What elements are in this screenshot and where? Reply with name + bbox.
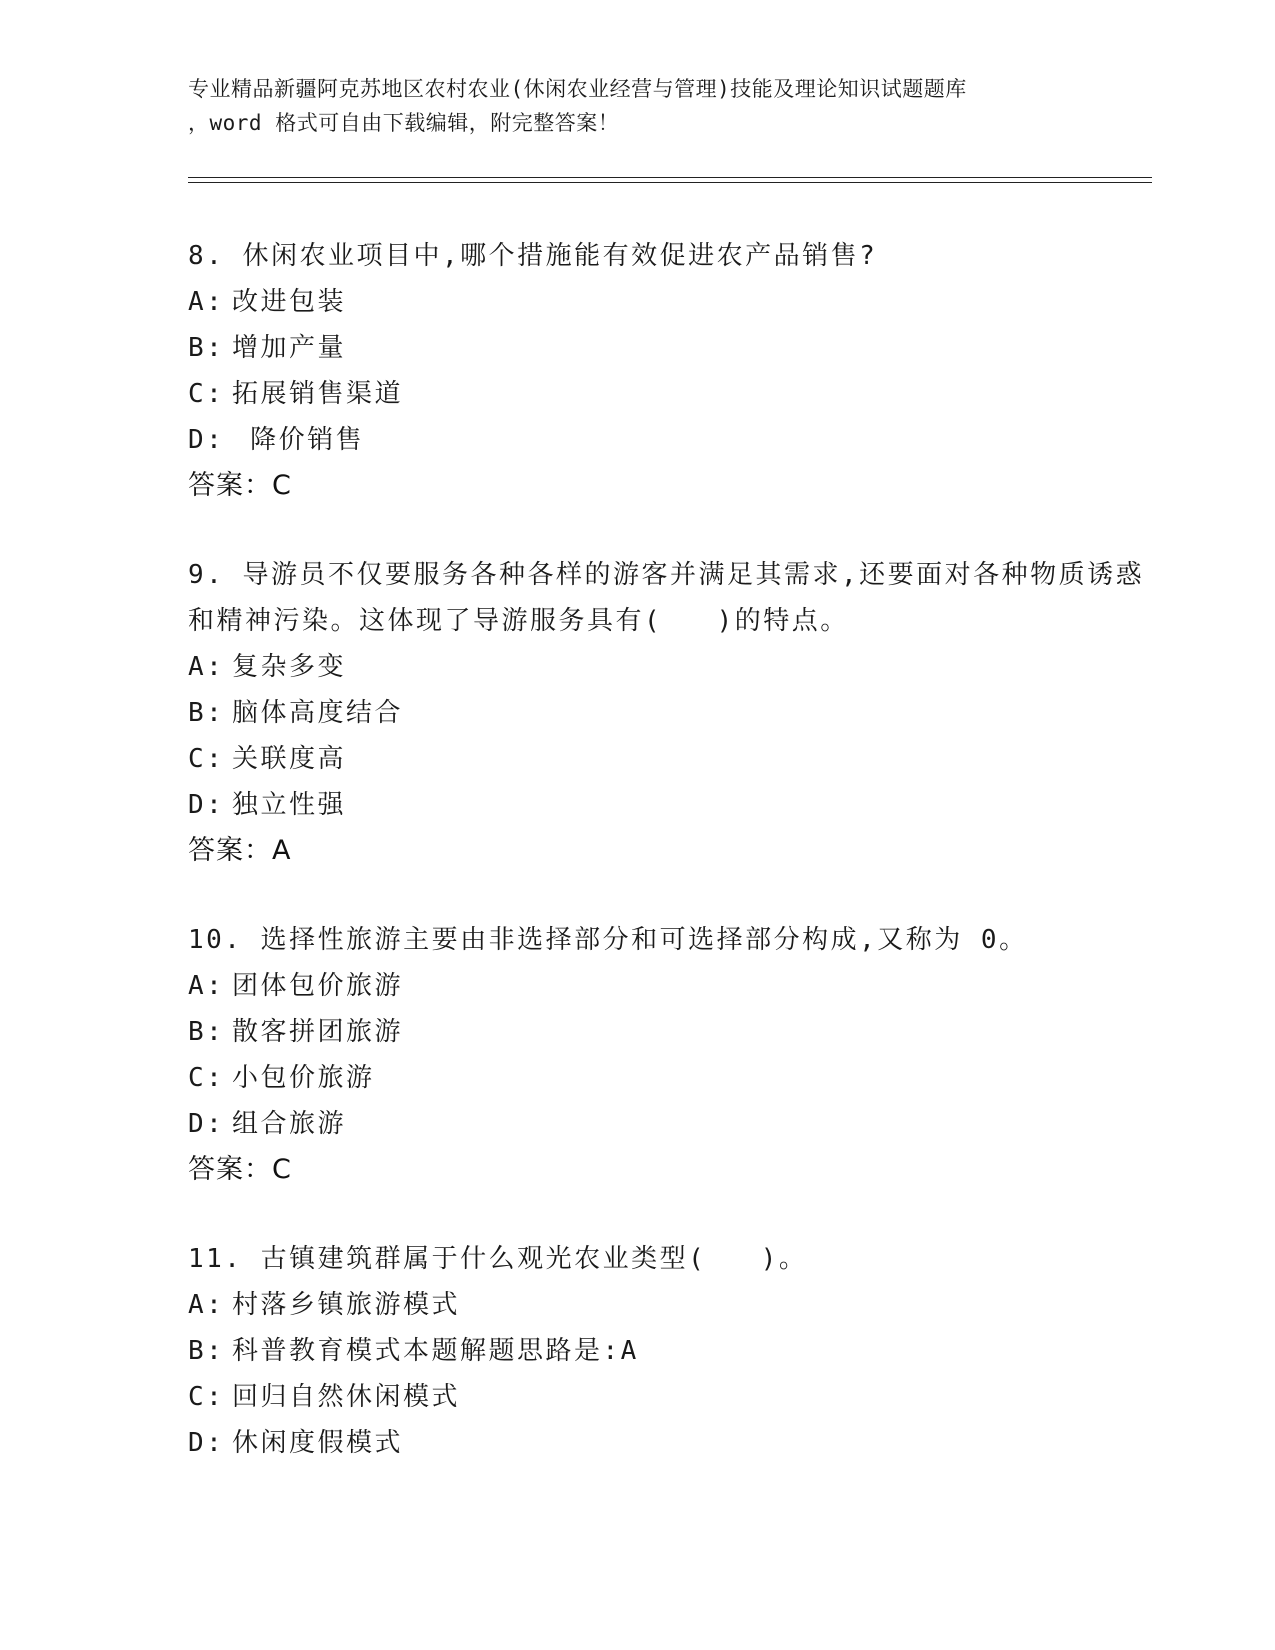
answer-line: 答案：C — [188, 1154, 292, 1185]
option-a — [188, 963, 1148, 1009]
option-text: 增加产量 — [232, 333, 347, 363]
option-key: B: — [188, 698, 225, 728]
question-8 — [188, 233, 1148, 509]
option-d — [188, 1101, 1148, 1147]
option-b — [188, 325, 1148, 371]
option-text: 改进包装 — [232, 287, 347, 317]
option-key: B: — [188, 1336, 225, 1366]
header-divider-top — [188, 177, 1152, 178]
option-key: C: — [188, 1382, 225, 1412]
question-text: 9. 导游员不仅要服务各种各样的游客并满足其需求,还要面对各种物质诱惑和精神污染。这体现了导游服务具有( )的特点。 — [188, 560, 1145, 636]
option-key: B: — [188, 333, 225, 363]
option-key: D: — [188, 1428, 225, 1458]
option-c — [188, 1055, 1148, 1101]
option-text: 复杂多变 — [232, 652, 347, 682]
option-text: 小包价旅游 — [232, 1063, 375, 1093]
header-title-line-2: ，word 格式可自由下载编辑，附完整答案！ — [188, 111, 620, 135]
option-key: A: — [188, 971, 225, 1001]
option-c — [188, 1374, 1148, 1420]
option-text: 团体包价旅游 — [232, 971, 404, 1001]
question-9 — [188, 552, 1148, 874]
option-a — [188, 279, 1148, 325]
option-key: D: — [188, 1109, 225, 1139]
option-key: C: — [188, 379, 225, 409]
option-text: 拓展销售渠道 — [232, 379, 404, 409]
question-text: 11. 古镇建筑群属于什么观光农业类型( )。 — [188, 1244, 808, 1274]
question-text: 10. 选择性旅游主要由非选择部分和可选择部分构成,又称为 0。 — [188, 925, 1028, 955]
option-b — [188, 690, 1148, 736]
option-text: 散客拼团旅游 — [232, 1017, 404, 1047]
option-key: A: — [188, 1290, 225, 1320]
option-text: 组合旅游 — [232, 1109, 347, 1139]
answer-line: 答案：A — [188, 835, 292, 866]
option-text: 关联度高 — [232, 744, 347, 774]
option-c — [188, 736, 1148, 782]
option-text: 回归自然休闲模式 — [232, 1382, 461, 1412]
question-text: 8. 休闲农业项目中,哪个措施能有效促进农产品销售? — [188, 241, 878, 271]
option-c — [188, 371, 1148, 417]
option-text: 村落乡镇旅游模式 — [232, 1290, 461, 1320]
option-key: A: — [188, 287, 225, 317]
question-11 — [188, 1236, 1148, 1466]
option-b — [188, 1009, 1148, 1055]
option-d — [188, 1420, 1148, 1466]
option-key: D: — [188, 425, 225, 455]
option-key: A: — [188, 652, 225, 682]
option-key: D: — [188, 790, 225, 820]
option-text: 科普教育模式本题解题思路是:A — [232, 1336, 639, 1366]
option-a — [188, 644, 1148, 690]
option-key: C: — [188, 744, 225, 774]
header-title-line-1: 专业精品新疆阿克苏地区农村农业(休闲农业经营与管理)技能及理论知识试题题库 — [188, 77, 967, 101]
option-key: B: — [188, 1017, 225, 1047]
option-d — [188, 417, 1148, 463]
option-text: 脑体高度结合 — [232, 698, 404, 728]
option-b — [188, 1328, 1148, 1374]
answer-line: 答案：C — [188, 470, 292, 501]
document-header — [188, 72, 1148, 140]
option-d — [188, 782, 1148, 828]
option-text: 休闲度假模式 — [232, 1428, 404, 1458]
option-text: 降价销售 — [232, 425, 365, 455]
option-text: 独立性强 — [232, 790, 347, 820]
option-key: C: — [188, 1063, 225, 1093]
option-a — [188, 1282, 1148, 1328]
question-10 — [188, 917, 1148, 1193]
header-divider-bottom — [188, 182, 1152, 183]
